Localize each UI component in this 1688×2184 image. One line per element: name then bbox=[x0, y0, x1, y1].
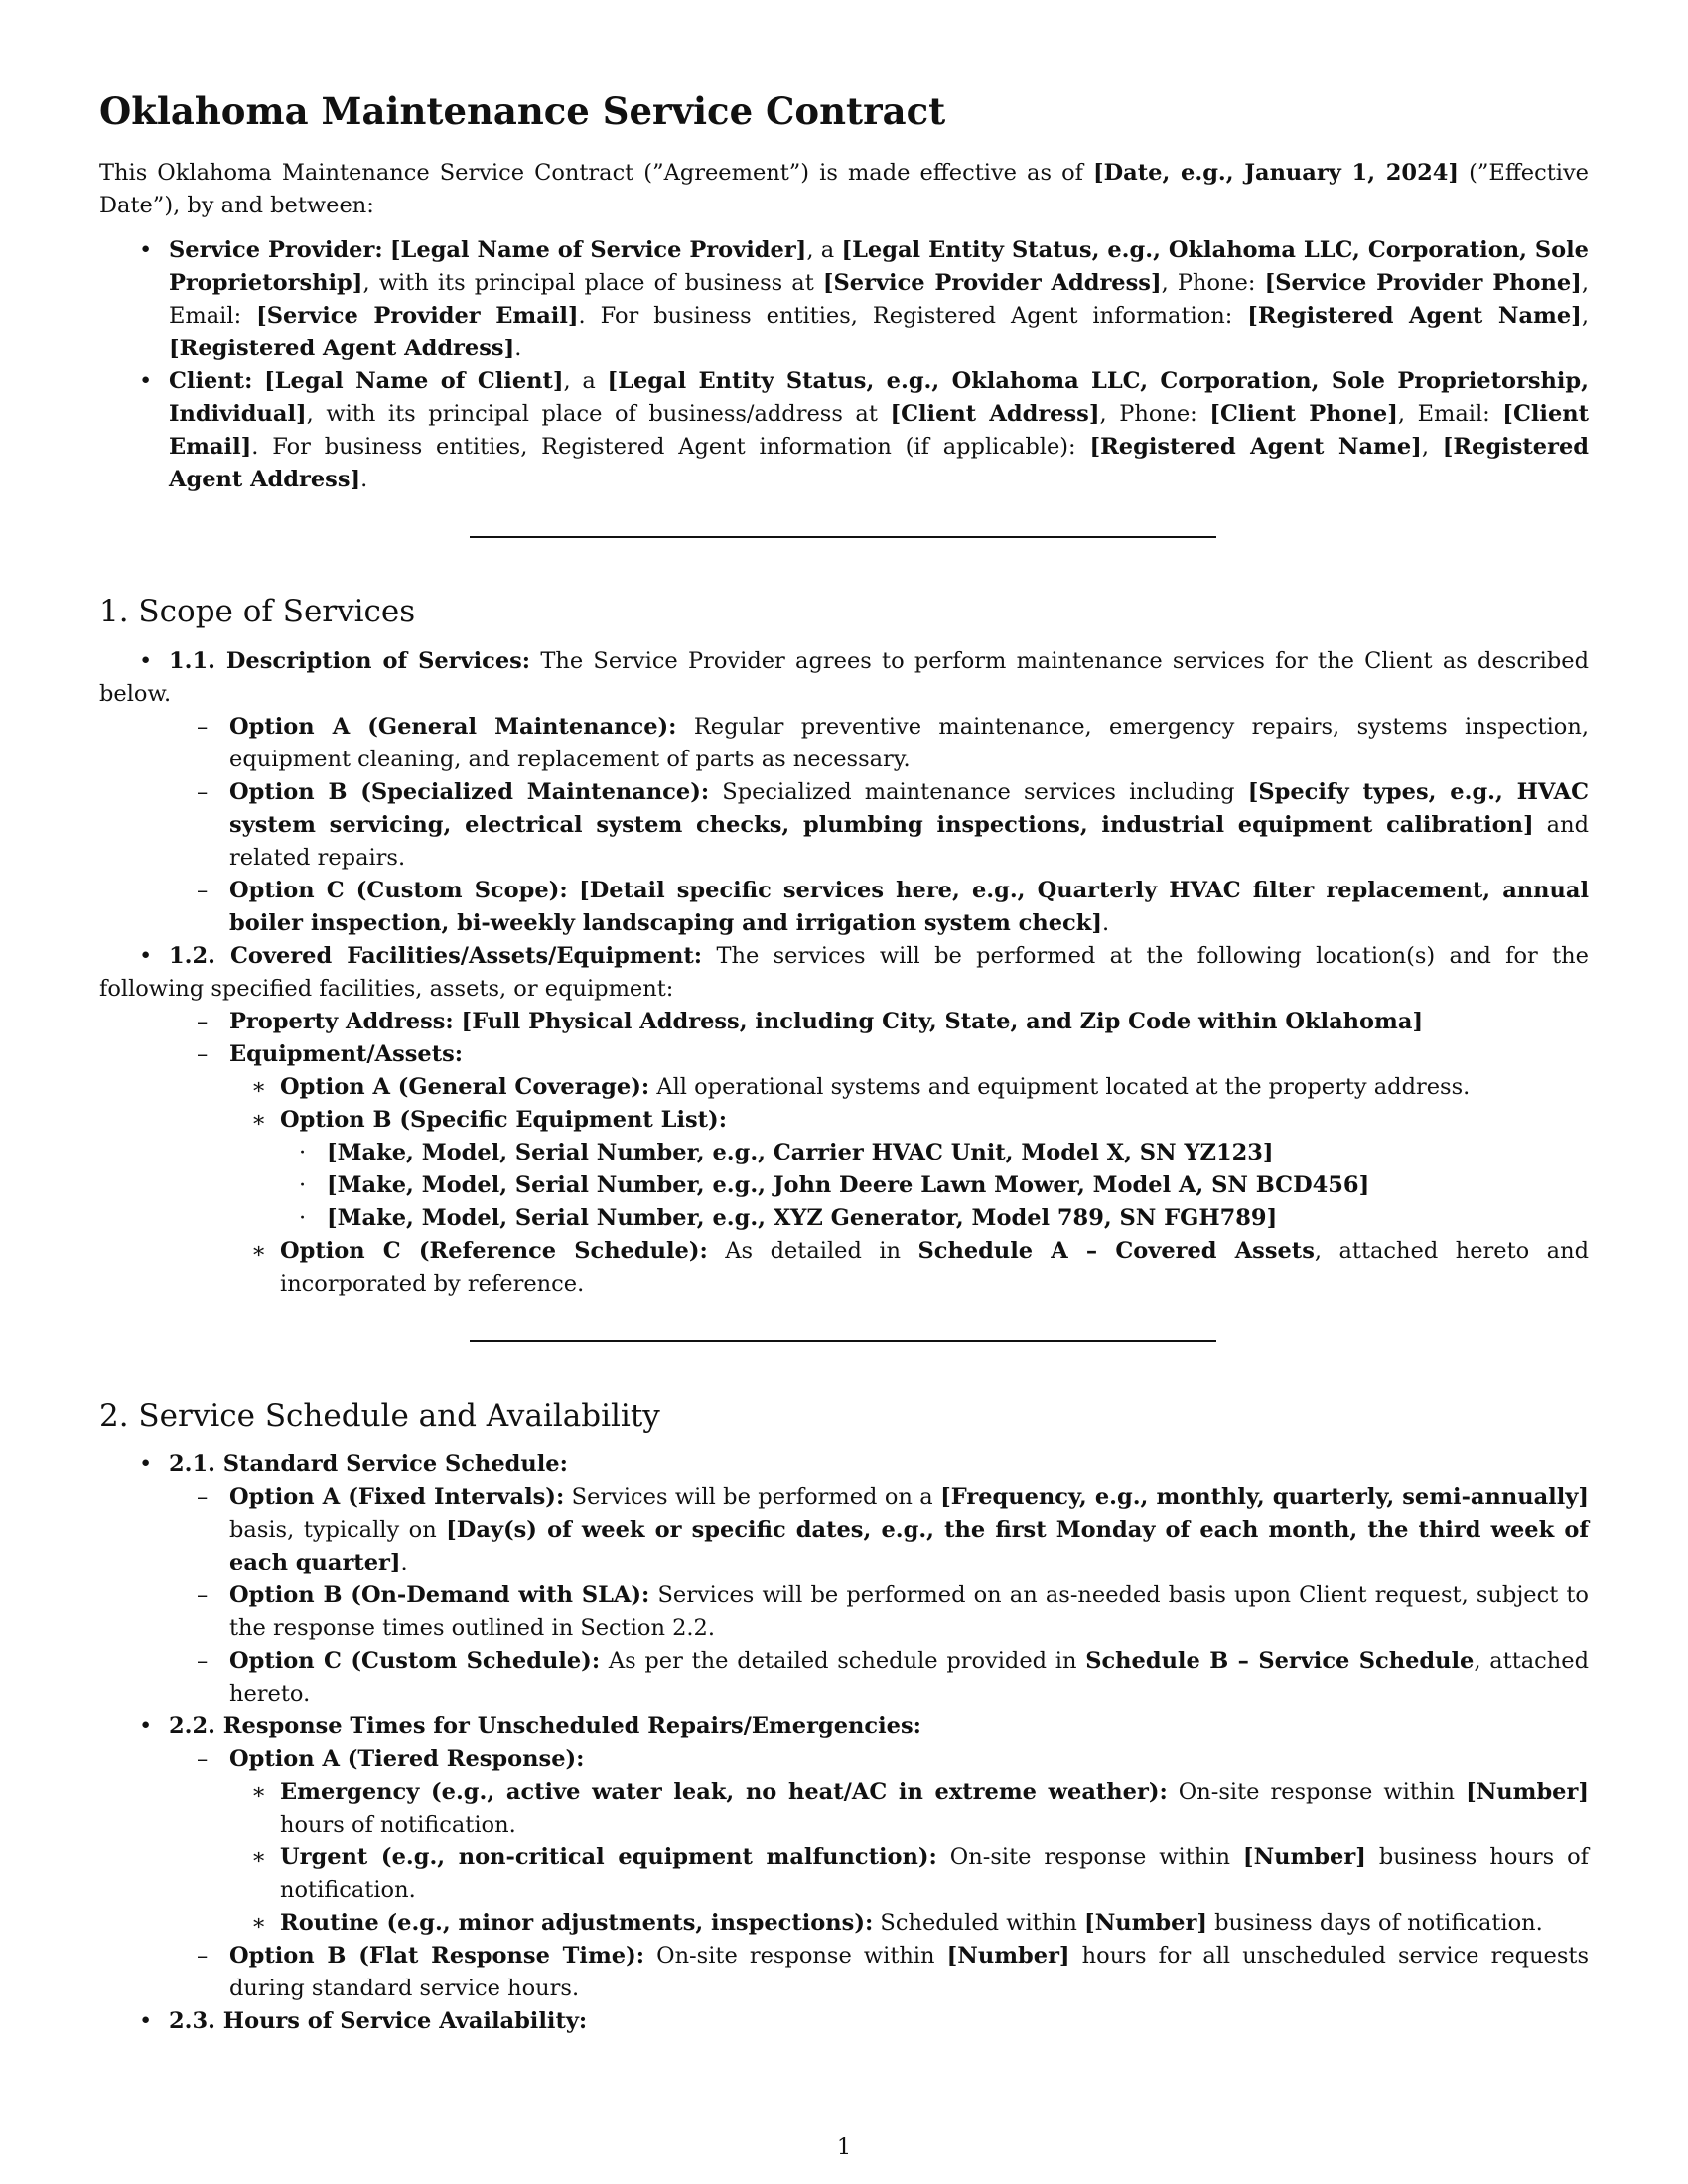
clause-2-1: • 2.1. Standard Service Schedule: bbox=[139, 1450, 568, 1477]
equipment-option-a: ∗ Option A (General Coverage): All operational systems and equipment located at the property address. bbox=[251, 1073, 1471, 1100]
clause-2-2-option-b: – Option B (Flat Response Time): On-site response within [Number] hours for all unscheduled service requests during standard service hours. bbox=[197, 1942, 1590, 2001]
equipment-option-c: ∗ Option C (Reference Schedule): As detailed in Schedule A – Covered Assets, attached hereto and incorporated by reference. bbox=[251, 1237, 1589, 1297]
document-title: Oklahoma Maintenance Service Contract bbox=[99, 89, 946, 133]
clause-2-3: • 2.3. Hours of Service Availability: bbox=[139, 2007, 588, 2034]
clause-1-1-option-a: – Option A (General Maintenance): Regular preventive maintenance, emergency repairs, systems inspection, equipment cleaning, and replacement of parts as necessary. bbox=[197, 713, 1589, 772]
clause-1-1-option-c: – Option C (Custom Scope): [Detail specific services here, e.g., Quarterly HVAC filter replacement, annual boiler inspection, bi-weekly landscaping and irrigation system check]. bbox=[197, 877, 1589, 936]
section-1-heading: 1. Scope of Services bbox=[99, 594, 416, 630]
page-number: 1 bbox=[836, 2134, 852, 2160]
section-2-list bbox=[99, 1448, 1589, 2038]
clause-1-2: • 1.2. Covered Facilities/Assets/Equipment: The services will be performed at the following location(s) and for the following specified facilities, assets, or equipment: bbox=[99, 942, 1589, 1002]
parties-list bbox=[99, 234, 1589, 496]
document-page bbox=[99, 79, 1589, 2038]
clause-2-1-option-c: – Option C (Custom Schedule): As per the detailed schedule provided in Schedule B – Service Schedule, attached hereto. bbox=[197, 1647, 1589, 1706]
effective-date-field: [Date, e.g., January 1, 2024] bbox=[1093, 160, 1460, 187]
equipment-list-item: · [Make, Model, Serial Number, e.g., Carrier HVAC Unit, Model X, SN YZ123] bbox=[299, 1139, 1274, 1165]
equipment-assets-item: – Equipment/Assets: bbox=[197, 1040, 464, 1067]
equipment-list-item: · [Make, Model, Serial Number, e.g., John Deere Lawn Mower, Model A, SN BCD456] bbox=[299, 1171, 1370, 1198]
party-client: • Client: [Legal Name of Client], a [Legal Entity Status, e.g., Oklahoma LLC, Corporation, Sole Proprietorship, Individual], with its principal place of business/address at [Client Address], Phone: [Client Phone], Email: [Client Email]. For business entities, Registered Agent information (if applicable): [Registered Agent Name], [Registered Agent Address]. bbox=[139, 368, 1590, 493]
clause-2-2-option-a: – Option A (Tiered Response): bbox=[197, 1745, 585, 1772]
section-divider bbox=[470, 1340, 1216, 1342]
response-routine: ∗ Routine (e.g., minor adjustments, inspections): Scheduled within [Number] business days of notification. bbox=[251, 1909, 1543, 1936]
clause-2-1-option-b: – Option B (On-Demand with SLA): Services will be performed on an as-needed basis upon Client request, subject to the response times outlined in Section 2.2. bbox=[197, 1581, 1589, 1641]
equipment-option-b: ∗ Option B (Specific Equipment List): bbox=[251, 1106, 728, 1133]
section-1-list bbox=[99, 645, 1589, 1300]
response-emergency: ∗ Emergency (e.g., active water leak, no heat/AC in extreme weather): On-site response within [Number] hours of notification. bbox=[251, 1778, 1589, 1838]
clause-1-1-option-b: – Option B (Specialized Maintenance): Specialized maintenance services including [Specify types, e.g., HVAC system servicing, electrical system checks, plumbing inspections, industrial equipment calibration] and related repairs. bbox=[197, 778, 1589, 871]
property-address-item: – Property Address: [Full Physical Address, including City, State, and Zip Code within Oklahoma] bbox=[197, 1008, 1424, 1034]
response-urgent: ∗ Urgent (e.g., non-critical equipment malfunction): On-site response within [Number] business hours of notification. bbox=[251, 1843, 1589, 1903]
clause-2-2: • 2.2. Response Times for Unscheduled Repairs/Emergencies: bbox=[139, 1712, 921, 1739]
section-2-heading: 2. Service Schedule and Availability bbox=[99, 1397, 660, 1433]
party-service-provider: • Service Provider: [Legal Name of Service Provider], a [Legal Entity Status, e.g., Oklahoma LLC, Corporation, Sole Proprietorship], with its principal place of business at [Service Provider Address], Phone: [Service Provider Phone], Email: [Service Provider Email]. For business entities, Registered Agent information: [Registered Agent Name], [Registered Agent Address]. bbox=[139, 237, 1589, 362]
section-divider bbox=[470, 536, 1216, 538]
intro-paragraph: This Oklahoma Maintenance Service Contract (”Agreement”) is made effective as of [Date, e.g., January 1, 2024] (”Effective Date”), by and between: bbox=[99, 160, 1589, 219]
clause-1-1: • 1.1. Description of Services: The Service Provider agrees to perform maintenance services for the Client as described below. bbox=[99, 647, 1589, 707]
clause-2-1-option-a: – Option A (Fixed Intervals): Services will be performed on a [Frequency, e.g., monthly, quarterly, semi-annually] basis, typically on [Day(s) of week or specific dates, e.g., the first Monday of each month, the third week of each quarter]. bbox=[197, 1483, 1589, 1575]
equipment-list-item: · [Make, Model, Serial Number, e.g., XYZ Generator, Model 789, SN FGH789] bbox=[299, 1204, 1278, 1231]
